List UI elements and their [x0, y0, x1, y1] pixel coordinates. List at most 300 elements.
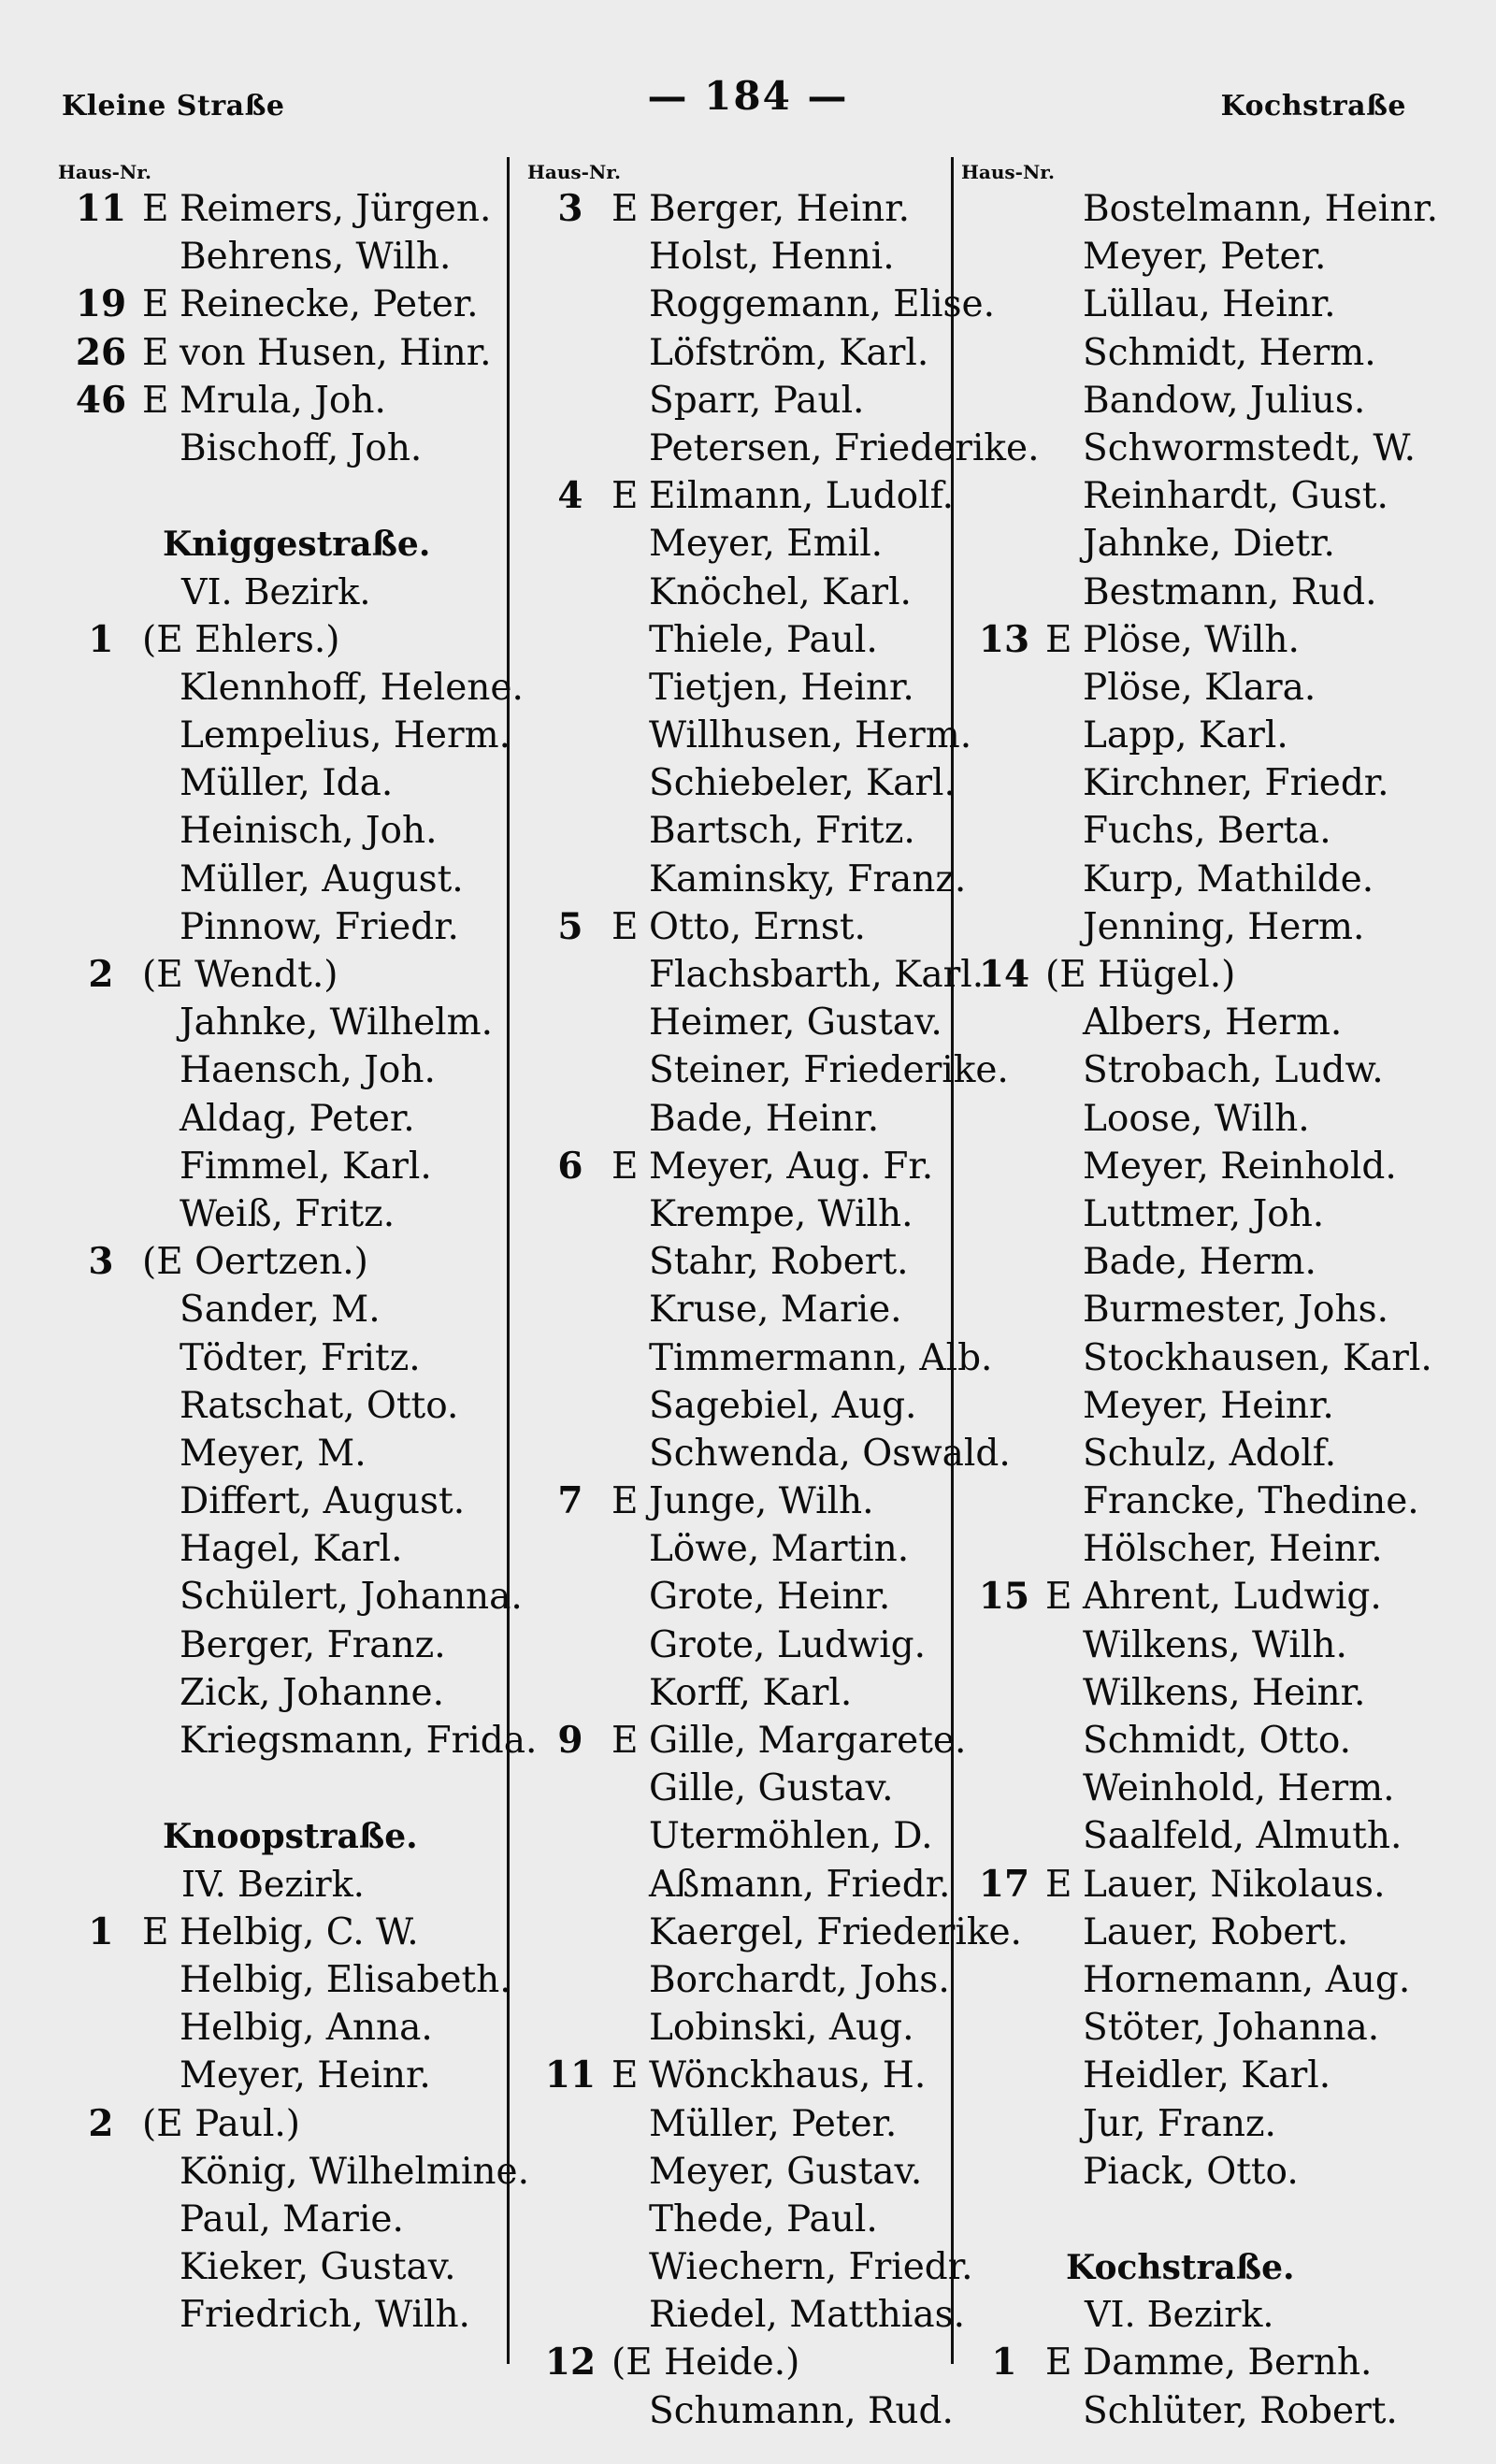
- resident-name: Lauer, Nikolaus.: [1083, 1863, 1386, 1906]
- resident-name: (E Wendt.): [142, 954, 338, 996]
- list-item: [60, 951, 537, 999]
- house-number: 26: [75, 330, 127, 374]
- list-item: [529, 2243, 978, 2291]
- resident-name: Schlüter, Robert.: [1083, 2389, 1398, 2432]
- street-name: Kochstraße.: [1066, 2248, 1295, 2288]
- list-item: [60, 664, 537, 712]
- list-item: [529, 2148, 978, 2196]
- house-number: 17: [978, 1862, 1030, 1906]
- resident-name: Reimers, Jürgen.: [180, 188, 492, 230]
- house-number: 15: [978, 1575, 1030, 1619]
- resident-name: Gille, Margarete.: [649, 1720, 967, 1762]
- resident-name: Berger, Heinr.: [649, 188, 911, 230]
- resident-name: Albers, Herm.: [1083, 1001, 1343, 1045]
- list-item: [963, 1238, 1459, 1286]
- list-item: [60, 1190, 537, 1238]
- resident-name: Schumann, Rud.: [649, 2389, 954, 2432]
- list-item: [963, 2052, 1459, 2099]
- resident-name: Roggemann, Elise.: [649, 283, 996, 326]
- house-number: 2: [88, 2101, 114, 2145]
- list-item: [60, 1286, 537, 1333]
- street-heading: [60, 1812, 537, 1860]
- resident-name: Aldag, Peter.: [180, 1097, 415, 1140]
- list-item: [60, 1956, 537, 2004]
- resident-name: Gille, Gustav.: [649, 1767, 894, 1810]
- resident-name: Helbig, C. W.: [180, 1910, 419, 1953]
- resident-name: Kaminsky, Franz.: [649, 857, 967, 901]
- list-item: [963, 1046, 1459, 1094]
- resident-name: Heinisch, Joh.: [180, 810, 438, 853]
- list-item: [963, 759, 1459, 807]
- resident-name: Löfström, Karl.: [649, 331, 929, 374]
- list-item: [529, 1046, 1009, 1094]
- resident-name: Burmester, Johs.: [1083, 1289, 1389, 1332]
- list-item: [529, 951, 985, 999]
- resident-name: Meyer, Aug. Fr.: [649, 1145, 934, 1188]
- resident-name: Meyer, Peter.: [1083, 236, 1327, 279]
- resident-name: Junge, Wilh.: [649, 1480, 874, 1523]
- resident-name: Stöter, Johanna.: [1083, 2007, 1380, 2050]
- resident-name: Bandow, Julius.: [1083, 379, 1366, 422]
- house-number: 1: [991, 2341, 1017, 2385]
- resident-name: Bischoff, Joh.: [180, 426, 423, 469]
- resident-name: Timmermann, Alb.: [649, 1336, 993, 1379]
- resident-name: Lempelius, Herm.: [180, 714, 511, 757]
- list-item: [529, 807, 978, 855]
- resident-name: Thede, Paul.: [649, 2197, 878, 2241]
- resident-name: Meyer, Reinhold.: [1083, 1145, 1397, 1188]
- page-number: — 184 —: [647, 73, 849, 119]
- list-item: [60, 1669, 537, 1717]
- list-item: [963, 185, 1459, 233]
- resident-name: Stockhausen, Karl.: [1083, 1336, 1432, 1379]
- list-item: [963, 807, 1459, 855]
- spacer: [60, 1765, 537, 1812]
- list-item: [60, 616, 537, 664]
- list-item: [60, 712, 537, 759]
- resident-name: Ratschat, Otto.: [180, 1384, 459, 1427]
- resident-name: Grote, Ludwig.: [649, 1623, 927, 1666]
- resident-name: Strobach, Ludw.: [1083, 1049, 1384, 1092]
- list-item: [60, 2148, 537, 2196]
- resident-name: von Husen, Hinr.: [180, 331, 492, 374]
- running-head-left: Kleine Straße: [62, 90, 285, 122]
- list-item: [60, 807, 537, 855]
- list-item: [60, 2196, 537, 2243]
- list-item: [963, 856, 1459, 903]
- resident-name: Lauer, Robert.: [1083, 1910, 1349, 1953]
- resident-name: Damme, Bernh.: [1083, 2342, 1373, 2385]
- list-item: [60, 1095, 537, 1143]
- list-item: [60, 1334, 537, 1382]
- resident-name: Bade, Herm.: [1083, 1241, 1316, 1284]
- list-item: [963, 616, 1459, 664]
- list-item: [529, 1190, 978, 1238]
- list-item: [529, 903, 978, 951]
- owner-marker: E: [611, 905, 639, 948]
- resident-name: Luttmer, Joh.: [1083, 1192, 1325, 1235]
- list-item: [529, 664, 978, 712]
- owner-marker: E: [142, 283, 169, 326]
- house-number: 19: [75, 282, 127, 326]
- list-item: [529, 1621, 978, 1669]
- list-item: [529, 1143, 978, 1190]
- resident-name: Wiechern, Friedr.: [649, 2246, 973, 2289]
- house-number: 13: [978, 617, 1030, 661]
- list-item: [963, 2339, 1459, 2386]
- owner-marker: E: [1045, 2342, 1072, 2385]
- list-item: [963, 377, 1459, 425]
- resident-name: Otto, Ernst.: [649, 905, 866, 948]
- resident-name: Schwormstedt, W.: [1083, 426, 1417, 469]
- resident-name: Thiele, Paul.: [649, 618, 878, 661]
- street-name: Kniggestraße.: [163, 525, 431, 565]
- house-number: 11: [75, 187, 127, 230]
- resident-name: Differt, August.: [180, 1480, 466, 1523]
- owner-marker: E: [611, 1480, 639, 1523]
- resident-name: Weinhold, Herm.: [1083, 1767, 1395, 1810]
- resident-name: Hornemann, Aug.: [1083, 1958, 1411, 2001]
- list-item: [529, 1238, 978, 1286]
- resident-name: Kieker, Gustav.: [180, 2246, 456, 2289]
- resident-name: Mrula, Joh.: [180, 379, 386, 422]
- owner-marker: E: [1045, 1863, 1072, 1906]
- resident-name: Sagebiel, Aug.: [649, 1384, 917, 1427]
- list-item: [529, 1956, 978, 2004]
- list-item: [963, 329, 1459, 377]
- resident-name: Kurp, Mathilde.: [1083, 857, 1374, 901]
- resident-name: Bestmann, Rud.: [1083, 570, 1377, 613]
- owner-marker: E: [142, 1910, 169, 1953]
- resident-name: Friedrich, Wilh.: [180, 2294, 470, 2337]
- list-item: [963, 1669, 1459, 1717]
- house-number: 7: [557, 1479, 583, 1523]
- owner-marker: E: [142, 331, 169, 374]
- resident-name: Schülert, Johanna.: [180, 1576, 523, 1619]
- resident-name: Schmidt, Herm.: [1083, 331, 1376, 374]
- list-item: [529, 856, 978, 903]
- resident-name: Aßmann, Friedr.: [649, 1863, 951, 1906]
- list-item: [963, 2004, 1459, 2052]
- list-item: [963, 281, 1459, 328]
- resident-name: Wilkens, Wilh.: [1083, 1623, 1347, 1666]
- resident-name: Meyer, Heinr.: [180, 2054, 431, 2097]
- resident-name: Sander, M.: [180, 1289, 381, 1332]
- running-head-right: Kochstraße: [1220, 90, 1406, 122]
- owner-marker: E: [1045, 618, 1072, 661]
- list-item: [529, 425, 1040, 472]
- list-item: [963, 1334, 1459, 1382]
- list-item: [60, 2243, 537, 2291]
- list-item: [963, 1861, 1459, 1909]
- list-item: [963, 999, 1459, 1046]
- resident-name: Hagel, Karl.: [180, 1528, 403, 1571]
- list-item: [529, 185, 978, 233]
- list-item: [963, 951, 1459, 999]
- resident-name: Wilkens, Heinr.: [1083, 1671, 1366, 1714]
- list-item: [60, 999, 537, 1046]
- resident-name: Fimmel, Karl.: [180, 1145, 432, 1188]
- list-item: [60, 1046, 537, 1094]
- resident-name: Reinhardt, Gust.: [1083, 475, 1388, 518]
- resident-name: Francke, Thedine.: [1083, 1480, 1419, 1523]
- list-item: [529, 569, 978, 616]
- list-item: [963, 1095, 1459, 1143]
- resident-name: Meyer, Gustav.: [649, 2150, 923, 2193]
- list-item: [529, 2052, 978, 2099]
- resident-name: Helbig, Elisabeth.: [180, 1958, 511, 2001]
- list-item: [529, 233, 978, 281]
- resident-name: Ahrent, Ludwig.: [1083, 1576, 1382, 1619]
- house-number-label: Haus-Nr.: [58, 161, 151, 183]
- resident-name: Tietjen, Heinr.: [649, 666, 914, 709]
- resident-name: Behrens, Wilh.: [180, 236, 452, 279]
- resident-name: Borchardt, Johs.: [649, 1958, 950, 2001]
- house-number: 14: [978, 953, 1030, 996]
- directory-column-3: [963, 159, 1459, 2435]
- list-item: [529, 1430, 1011, 1477]
- owner-marker: E: [611, 2054, 639, 2097]
- resident-name: Bostelmann, Heinr.: [1083, 188, 1439, 230]
- list-item: [529, 1095, 978, 1143]
- street-heading: [963, 2243, 1459, 2291]
- list-item: [963, 712, 1459, 759]
- resident-name: Müller, Ida.: [180, 762, 394, 805]
- house-number: 3: [557, 187, 583, 230]
- owner-marker: E: [611, 1145, 639, 1188]
- list-item: [963, 2148, 1459, 2196]
- resident-name: Eilmann, Ludolf.: [649, 475, 955, 518]
- list-item: [529, 759, 978, 807]
- resident-name: Loose, Wilh.: [1083, 1097, 1310, 1140]
- list-item: [529, 1573, 978, 1621]
- list-item: [60, 1477, 537, 1525]
- resident-name: Willhusen, Herm.: [649, 714, 972, 757]
- resident-name: Steiner, Friederike.: [649, 1049, 1009, 1092]
- list-item: [529, 1909, 1022, 1956]
- page-header: [0, 73, 1496, 129]
- resident-name: Löwe, Martin.: [649, 1528, 910, 1571]
- resident-name: Pinnow, Friedr.: [180, 905, 459, 948]
- district-heading: [963, 2291, 1459, 2339]
- resident-name: Tödter, Fritz.: [180, 1336, 421, 1379]
- resident-name: Schiebeler, Karl.: [649, 762, 956, 805]
- house-number: 6: [557, 1144, 583, 1188]
- list-item: [963, 233, 1459, 281]
- resident-name: Bade, Heinr.: [649, 1097, 880, 1140]
- list-item: [60, 1909, 537, 1956]
- owner-marker: E: [611, 475, 639, 518]
- list-item: [963, 425, 1459, 472]
- resident-name: Kirchner, Friedr.: [1083, 762, 1389, 805]
- resident-name: Heimer, Gustav.: [649, 1001, 942, 1045]
- resident-name: Lüllau, Heinr.: [1083, 283, 1336, 326]
- list-item: [529, 2004, 978, 2052]
- owner-marker: E: [142, 379, 169, 422]
- resident-name: Grote, Heinr.: [649, 1576, 891, 1619]
- resident-name: Berger, Franz.: [180, 1623, 446, 1666]
- house-number: 1: [88, 1909, 114, 1953]
- house-number: 12: [544, 2341, 597, 2385]
- house-number: 3: [88, 1240, 114, 1284]
- resident-name: Klennhoff, Helene.: [180, 666, 524, 709]
- list-item: [60, 1143, 537, 1190]
- list-item: [60, 2100, 537, 2148]
- list-item: [529, 1382, 978, 1430]
- spacer: [60, 472, 537, 520]
- list-item: [529, 281, 996, 328]
- resident-name: Holst, Henni.: [649, 236, 895, 279]
- list-item: [60, 425, 537, 472]
- district-heading: [60, 1861, 537, 1909]
- house-number: 11: [544, 2053, 597, 2097]
- list-item: [963, 1382, 1459, 1430]
- list-item: [963, 1143, 1459, 1190]
- list-item: [529, 1861, 978, 1909]
- resident-name: Jenning, Herm.: [1083, 905, 1365, 948]
- list-item: [529, 1717, 978, 1765]
- resident-name: Korff, Karl.: [649, 1671, 853, 1714]
- resident-name: Müller, August.: [180, 857, 464, 901]
- list-item: [963, 2100, 1459, 2148]
- house-number-label: Haus-Nr.: [961, 161, 1055, 183]
- list-item: [529, 2100, 978, 2148]
- district-name: IV. Bezirk.: [181, 1863, 365, 1905]
- list-item: [60, 1573, 537, 1621]
- resident-name: Riedel, Matthias.: [649, 2294, 966, 2337]
- owner-marker: E: [142, 188, 169, 230]
- list-item: [963, 1812, 1459, 1860]
- house-number: 9: [557, 1719, 583, 1762]
- list-item: [529, 2387, 978, 2435]
- resident-name: (E Paul.): [142, 2102, 301, 2145]
- list-item: [60, 233, 537, 281]
- resident-name: Haensch, Joh.: [180, 1049, 436, 1092]
- resident-name: Jahnke, Dietr.: [1083, 523, 1335, 566]
- resident-name: Lapp, Karl.: [1083, 714, 1288, 757]
- resident-name: Heidler, Karl.: [1083, 2054, 1331, 2097]
- spacer: [963, 2196, 1459, 2243]
- resident-name: Paul, Marie.: [180, 2197, 404, 2241]
- list-item: [963, 1477, 1459, 1525]
- list-item: [963, 1573, 1459, 1621]
- district-name: VI. Bezirk.: [1085, 2294, 1274, 2336]
- resident-name: Krempe, Wilh.: [649, 1192, 913, 1235]
- house-number: 46: [75, 378, 127, 422]
- resident-name: Zick, Johanne.: [180, 1671, 445, 1714]
- list-item: [529, 2291, 978, 2339]
- resident-name: Meyer, Emil.: [649, 523, 884, 566]
- district-heading: [60, 569, 537, 616]
- house-number: 1: [88, 617, 114, 661]
- directory-column-1: [60, 159, 537, 2339]
- resident-name: Weiß, Fritz.: [180, 1192, 396, 1235]
- resident-name: Schulz, Adolf.: [1083, 1432, 1337, 1475]
- list-item: [60, 1430, 537, 1477]
- resident-name: (E Heide.): [611, 2342, 800, 2385]
- resident-name: Bartsch, Fritz.: [649, 810, 915, 853]
- resident-name: Kriegsmann, Frida.: [180, 1720, 538, 1762]
- list-item: [529, 712, 978, 759]
- list-item: [60, 903, 537, 951]
- resident-name: (E Hügel.): [1045, 954, 1236, 996]
- list-item: [60, 856, 537, 903]
- house-number: 4: [557, 474, 583, 518]
- list-item: [963, 1190, 1459, 1238]
- list-item: [529, 520, 978, 568]
- street-name: Knoopstraße.: [163, 1817, 418, 1857]
- resident-name: Müller, Peter.: [649, 2102, 898, 2145]
- list-item: [60, 1621, 537, 1669]
- resident-name: Piack, Otto.: [1083, 2150, 1299, 2193]
- resident-name: Saalfeld, Almuth.: [1083, 1815, 1402, 1858]
- list-item: [529, 1669, 978, 1717]
- list-item: [60, 281, 537, 328]
- list-item: [529, 472, 978, 520]
- list-item: [963, 2387, 1459, 2435]
- owner-marker: E: [611, 188, 639, 230]
- list-item: [963, 1621, 1459, 1669]
- resident-name: Stahr, Robert.: [649, 1241, 909, 1284]
- resident-name: Utermöhlen, D.: [649, 1815, 933, 1858]
- list-item: [963, 1525, 1459, 1573]
- resident-name: Fuchs, Berta.: [1083, 810, 1331, 853]
- list-item: [963, 1956, 1459, 2004]
- resident-name: Schwenda, Oswald.: [649, 1432, 1011, 1475]
- list-item: [529, 1334, 993, 1382]
- resident-name: Lobinski, Aug.: [649, 2007, 914, 2050]
- list-item: [963, 1286, 1459, 1333]
- resident-name: Schmidt, Otto.: [1083, 1720, 1352, 1762]
- list-item: [963, 520, 1459, 568]
- list-item: [529, 999, 978, 1046]
- owner-marker: E: [611, 1720, 639, 1762]
- list-item: [963, 569, 1459, 616]
- owner-marker: E: [1045, 1576, 1072, 1619]
- list-item: [529, 1765, 978, 1812]
- district-name: VI. Bezirk.: [181, 570, 371, 612]
- list-item: [60, 1238, 537, 1286]
- resident-name: König, Wilhelmine.: [180, 2150, 529, 2193]
- resident-name: (E Oertzen.): [142, 1241, 368, 1284]
- list-item: [963, 1909, 1459, 1956]
- resident-name: Petersen, Friederike.: [649, 426, 1040, 469]
- list-item: [529, 1477, 978, 1525]
- resident-name: Hölscher, Heinr.: [1083, 1528, 1383, 1571]
- resident-name: Flachsbarth, Karl.: [649, 954, 985, 996]
- resident-name: Kaergel, Friederike.: [649, 1910, 1022, 1953]
- list-item: [529, 2196, 978, 2243]
- resident-name: Knöchel, Karl.: [649, 570, 912, 613]
- list-item: [529, 1812, 978, 1860]
- list-item: [963, 472, 1459, 520]
- list-item: [963, 1430, 1459, 1477]
- list-item: [529, 1525, 978, 1573]
- list-item: [60, 2052, 537, 2099]
- resident-name: Plöse, Wilh.: [1083, 618, 1300, 661]
- resident-name: Jur, Franz.: [1083, 2102, 1276, 2145]
- street-heading: [60, 520, 537, 568]
- list-item: [60, 1525, 537, 1573]
- list-item: [529, 1286, 978, 1333]
- resident-name: Plöse, Klara.: [1083, 666, 1316, 709]
- list-item: [963, 1765, 1459, 1812]
- list-item: [60, 1717, 537, 1765]
- list-item: [963, 903, 1459, 951]
- list-item: [60, 1382, 537, 1430]
- list-item: [529, 377, 978, 425]
- resident-name: Kruse, Marie.: [649, 1289, 902, 1332]
